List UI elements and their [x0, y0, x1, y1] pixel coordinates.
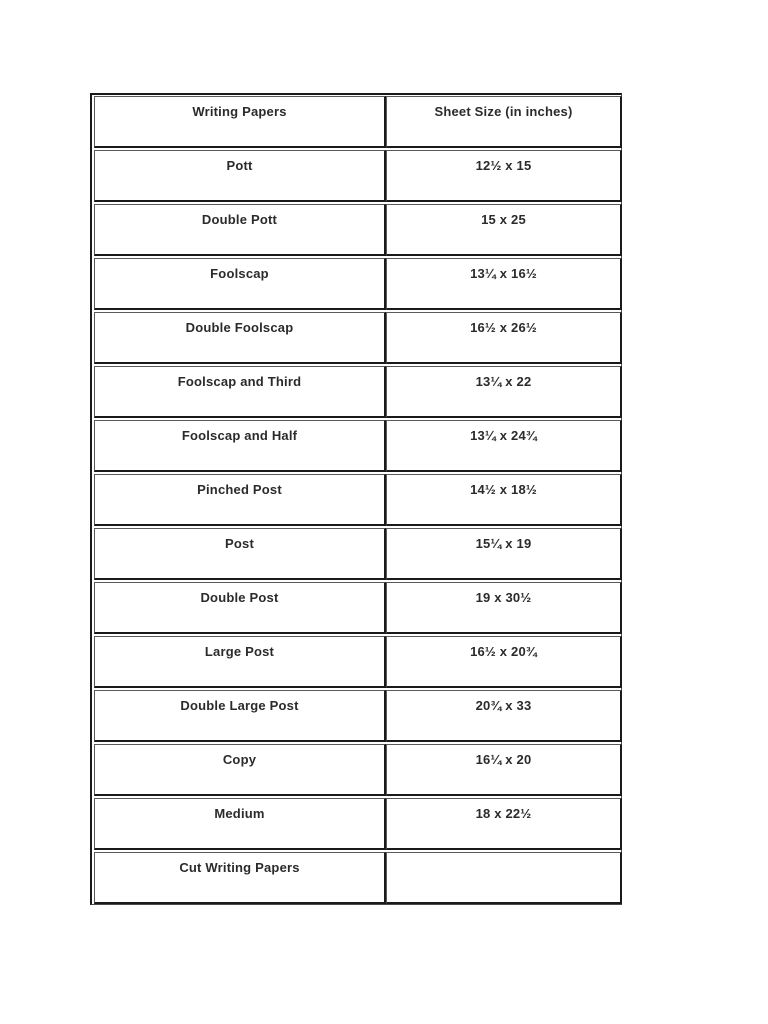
sheet-size: 15 x 25	[481, 212, 526, 227]
sheet-size: 12½ x 15	[475, 158, 532, 173]
paper-name-cell	[94, 798, 386, 850]
table-row	[94, 582, 621, 634]
paper-name-cell	[94, 258, 386, 310]
paper-name-cell	[94, 636, 386, 688]
paper-name: Pinched Post	[197, 482, 282, 497]
paper-name-cell	[94, 744, 386, 796]
table-row	[94, 474, 621, 526]
paper-name: Pott	[226, 158, 253, 173]
sheet-size: 18 x 22½	[475, 806, 532, 821]
paper-name-cell	[94, 528, 386, 580]
paper-name: Foolscap and Third	[177, 374, 302, 389]
paper-name: Foolscap	[210, 266, 269, 281]
paper-name-cell	[94, 204, 386, 256]
sheet-size-cell	[386, 258, 622, 310]
sheet-size-cell	[386, 636, 622, 688]
paper-name: Double Pott	[201, 212, 278, 227]
table-header-row	[94, 96, 621, 148]
sheet-size: 13¼ x 22	[475, 374, 532, 389]
paper-name: Post	[225, 536, 254, 551]
table-row	[94, 258, 621, 310]
sheet-size: 14½ x 18½	[470, 482, 537, 497]
header-writing-papers: Writing Papers	[192, 104, 287, 119]
paper-name: Foolscap and Half	[181, 428, 298, 443]
paper-name: Double Post	[200, 590, 279, 605]
sheet-size-cell	[386, 474, 622, 526]
sheet-size-cell	[386, 366, 622, 418]
sheet-size-cell	[386, 744, 622, 796]
sheet-size: 16½ x 20¾	[470, 644, 537, 659]
table-row	[94, 744, 621, 796]
sheet-size: 20¾ x 33	[475, 698, 532, 713]
table-row	[94, 420, 621, 472]
paper-name: Cut Writing Papers	[179, 860, 300, 875]
sheet-size-cell	[386, 204, 622, 256]
sheet-size-cell	[386, 312, 622, 364]
paper-name: Copy	[222, 752, 257, 767]
table-row	[94, 798, 621, 850]
sheet-size-cell	[386, 420, 622, 472]
paper-sizes-table	[90, 93, 622, 905]
paper-name-cell	[94, 366, 386, 418]
paper-name-cell	[94, 312, 386, 364]
paper-name-cell	[94, 420, 386, 472]
table-row	[94, 312, 621, 364]
table-row	[94, 636, 621, 688]
sheet-size: 13¼ x 16½	[470, 266, 537, 281]
paper-name-cell	[94, 150, 386, 202]
sheet-size-cell	[386, 852, 622, 904]
table-row	[94, 366, 621, 418]
header-sheet-size: Sheet Size (in inches)	[434, 104, 573, 119]
table-row	[94, 150, 621, 202]
sheet-size: 19 x 30½	[475, 590, 532, 605]
paper-name-cell	[94, 582, 386, 634]
sheet-size: 15¼ x 19	[475, 536, 532, 551]
sheet-size-cell	[386, 582, 622, 634]
paper-name: Medium	[214, 806, 265, 821]
header-cell-sheet-size	[386, 96, 622, 148]
paper-name-cell	[94, 690, 386, 742]
table-row	[94, 204, 621, 256]
sheet-size: 13¼ x 24¾	[470, 428, 537, 443]
table-row	[94, 690, 621, 742]
table-row	[94, 528, 621, 580]
header-cell-writing-papers	[94, 96, 386, 148]
paper-name: Double Large Post	[180, 698, 299, 713]
sheet-size-cell	[386, 690, 622, 742]
sheet-size: 16¼ x 20	[475, 752, 532, 767]
sheet-size-cell	[386, 528, 622, 580]
paper-name: Large Post	[204, 644, 275, 659]
paper-name-cell	[94, 852, 386, 904]
sheet-size: 16½ x 26½	[470, 320, 537, 335]
sheet-size-cell	[386, 798, 622, 850]
paper-name: Double Foolscap	[185, 320, 294, 335]
sheet-size-cell	[386, 150, 622, 202]
paper-name-cell	[94, 474, 386, 526]
table-row	[94, 852, 621, 904]
